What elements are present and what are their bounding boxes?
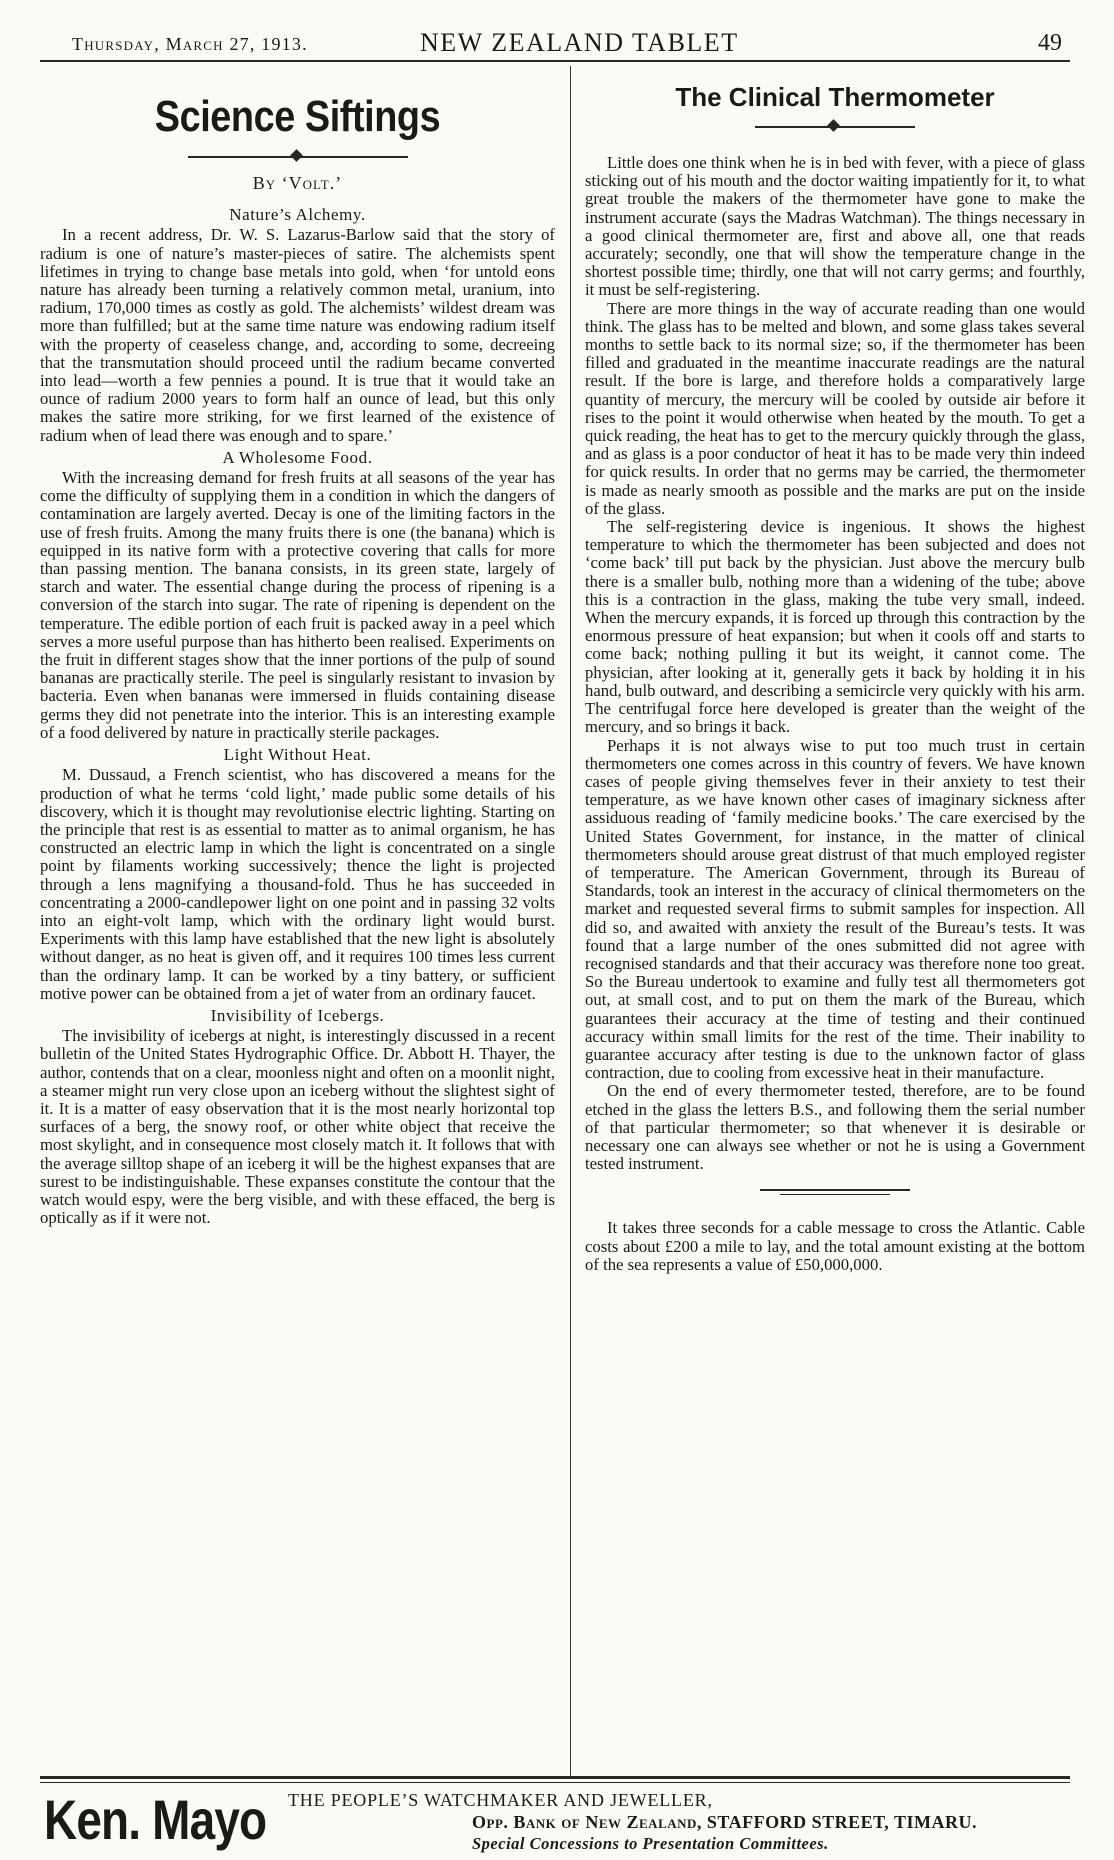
article-paragraph: M. Dussaud, a French scientist, who has discovered a means for the production of what he terms ‘cold light,’ made public some details of his discovery, which it is thought may revolutionise electric lighting. Starting on the principle that rest is as essential to matter as to animal organism, he has constructed an electric lamp in which the light is concentrated on a single point by filaments working successively; thence the light is projected through a lens magnifying a thousand-fold. Thus he has succeeded in concentrating a 2000-candlepower light on one point and in passing 32 volts into an eight-volt lamp, which with the ordinary light would burst. Experiments with this lamp have established that the new light is absolutely without danger, as no heat is given off, and it requires 100 times less current than the ordinary lamp. It can be worked by a tiny battery, or sufficient motive power can be obtained from a jet of water from an ordinary faucet.	[40, 765, 555, 1003]
title-ornament	[188, 150, 408, 164]
header-rule	[40, 60, 1070, 62]
article-paragraph: Little does one think when he is in bed with fever, with a piece of glass sticking out of his mouth and the doctor waiting impatiently for it, to what great trouble the makers of the thermometer have gone to make the instrument accurate (says the Madras Watchman). The things necessary in a good clinical thermometer are, first and above all, one that reads accurately; secondly, one that will show the temperature change in the shortest possible time; thirdly, one that will not carry germs; and fourthly, it must be self-registering.	[585, 153, 1085, 300]
article-paragraph: In a recent address, Dr. W. S. Lazarus-Barlow said that the story of radium is one of nature’s master-pieces of satire. The alchemists spent lifetimes in trying to change base metals into gold, when ‘for untold eons nature has already been turning a relatively common metal, uranium, into radium, 170,000 times as costly as gold. The alchemists’ wildest dream was more than fulfilled; but at the same time nature was endowing radium itself with the property of ceaseless change, and, according to some, decreeing that the transmutation should proceed until the radium became converted into lead—worth a few pennies a pound. It is true that it would take an ounce of radium 2000 years to form half an ounce of lead, but this only makes the satire more striking, for we first learned of the existence of radium when of lead there was enough and to spare.’	[40, 225, 555, 445]
column-divider	[570, 66, 571, 1776]
article-paragraph: The self-registering device is ingenious. It shows the highest temperature to which the thermometer has been subjected and does not ‘come back’ till put back by the physician. Just above the mercury bulb there is a smaller bulb, nothing more than a widening of the tube; above this is a contraction in the glass, making the tube very small, indeed. When the mercury expands, it is forced up through this contraction by the enormous pressure of heat expansion; but when it cools off and starts to come back; nothing pulling it but its weight, it cannot come. The physician, after looking at it, generally gets it back by holding it in his hand, bulb outward, and describing a semicircle very quickly with his arm. The centrifugal force here developed is greater than the weight of the mercury, and so brings it back.	[585, 517, 1085, 737]
article-end-rule	[760, 1189, 910, 1197]
science-siftings-column	[40, 70, 555, 1227]
article-title: The Clinical Thermometer	[675, 82, 995, 112]
advert-tagline: THE PEOPLE’S WATCHMAKER AND JEWELLER,	[288, 1790, 713, 1810]
filler-paragraph: It takes three seconds for a cable message to cross the Atlantic. Cable costs about £200 a mile to lay, and the total amount existing at the bottom of the sea represents a value of £50,000,000.	[585, 1218, 1085, 1274]
advert-address: Opp. Bank of New Zealand, STAFFORD STREET, TIMARU.	[472, 1812, 977, 1832]
page-number: 49	[1038, 30, 1062, 56]
subhead-natures-alchemy: Nature’s Alchemy.	[229, 205, 366, 225]
article-paragraph: On the end of every thermometer tested, therefore, are to be found etched in the glass the letters B.S., and following them the serial number of that particular thermometer; so that whenever it is desirable or necessary one can always see whether or not he is using a Government tested instrument.	[585, 1081, 1085, 1174]
article-paragraph: Perhaps it is not always wise to put too much trust in certain thermometers one comes across in this country of fevers. We have known cases of people giving themselves fever in their anxiety to test their temperature, as we have known other cases of imaginary sickness after assiduous reading of ‘family medicine books.’ The care exercised by the United States Government, for instance, in the matter of clinical thermometers should arouse great distrust of that much employed register of temperature. The American Government, through its Bureau of Standards, took an interest in the accuracy of clinical thermometers on the market and requested several firms to submit samples for inspection. All did so, and awaited with anxiety the result of the Bureau’s tests. It was found that a large number of the ones submitted did not agree with recognised standards and that their accuracy was therefore none too great. So the Bureau undertook to examine and fully test all thermometers got out, at small cost, and to put on them the mark of the Bureau, which guarantees their accuracy at the time of testing and their continued accuracy within small limits for the rest of the time. Their inability to guarantee accuracy after testing is due to the unknown factor of glass contraction, due to cooling from excessive heat in their manufacture.	[585, 735, 1085, 1083]
advert-offer: Special Concessions to Presentation Committees.	[472, 1834, 829, 1853]
footer-rule	[40, 1782, 1070, 1783]
diamond-ornament-icon	[827, 119, 840, 132]
article-paragraph: With the increasing demand for fresh fruits at all seasons of the year has come the difficulty of supplying them in a condition in which the dangers of contamination are largely averted. Decay is one of the limiting factors in the use of fresh fruits. Among the many fruits there is one (the banana) which is equipped in its native form with a protective covering that calls for more than passing mention. The banana consists, in its green state, largely of starch and water. The essential change during the process of ripening is a conversion of the starch into sugar. The rate of ripening is dependent on the temperature. The edible portion of each fruit is packed away in a peel which serves a more useful purpose than has hitherto been realised. Experiments on the fruit in different stages show that the inner portions of the pulp of sound bananas are practically sterile. The peel is singularly resistant to invasion by bacteria. Even when bananas were immersed in fluids containing disease germs they did not penetrate into the interior. This is an interesting example of a food delivered by nature in practically sterile packages.	[40, 468, 555, 742]
subhead-light-without-heat: Light Without Heat.	[223, 745, 372, 765]
column-title: Science Siftings	[154, 92, 441, 141]
subhead-invisibility-of-icebergs: Invisibility of Icebergs.	[210, 1005, 385, 1025]
diamond-ornament-icon	[290, 149, 303, 162]
advert-brand: Ken. Mayo	[44, 1788, 267, 1851]
running-head	[40, 26, 1070, 62]
article-paragraph: There are more things in the way of accurate reading than one would think. The glass has to be melted and blown, and some glass takes several months to settle back to its normal size; so, if the thermometer has been filled and graduated in the meantime inaccurate readings are the natural result. If the bore is large, and therefore holds a comparatively large quantity of mercury, the mercury will be cooled by outside air before it rises to the point it would otherwise when heated by the mouth. To get a quick reading, the heat has to get to the mercury quickly through the glass, and as glass is a poor conductor of heat it has to be made very thin indeed for quick results. In order that no germs may be carried, the thermometer is made as nearly smooth as possible and the marks are put on the inside of the glass.	[585, 298, 1085, 518]
footer-rule	[40, 1776, 1070, 1779]
byline: By ‘Volt.’	[252, 173, 343, 193]
title-ornament	[755, 120, 915, 134]
clinical-thermometer-column	[585, 70, 1085, 1274]
publication-title: NEW ZEALAND TABLET	[420, 28, 739, 57]
issue-date: Thursday, March 27, 1913.	[72, 34, 308, 54]
subhead-wholesome-food: A Wholesome Food.	[222, 447, 373, 467]
article-paragraph: The invisibility of icebergs at night, is interestingly discussed in a recent bulletin of the United States Hydrographic Office. Dr. Abbott H. Thayer, the author, contends that on a clear, moonless night and often on a moonlit night, a steamer might run very close upon an iceberg without the slightest sight of it. It is a matter of easy observation that it is the most nearly horizontal top surfaces of a berg, the snowy roof, or other white object that receive the most skylight, and in consequence most closely match it. It follows that with the average silltop shape of an iceberg it will be the highest expanses that are surest to be indistinguishable. These expanses constitute the contour that the watch would espy, were the berg visible, and with these effaced, the berg is optically as if it were not.	[40, 1026, 555, 1228]
